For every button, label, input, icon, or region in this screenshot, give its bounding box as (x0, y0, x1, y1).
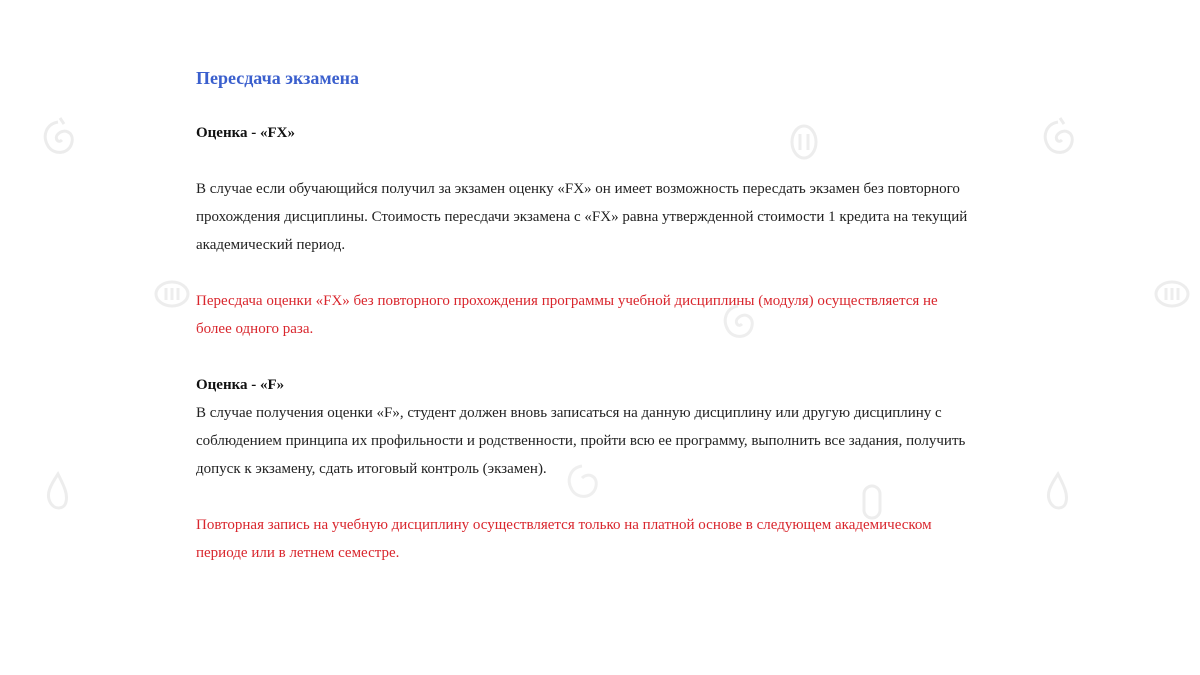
watermark-logo-icon (1150, 272, 1194, 316)
page-title: Пересдача экзамена (196, 68, 360, 88)
section-body-f: В случае получения оценки «F», студент должен вновь записаться на данную дисциплину или другую дисциплину с соблюдением принципа их профильности и родственности, пройти всю ее программу, выполнить все задания, получить допуск к экзамену, сдать итоговый контроль (экзамен). (196, 405, 966, 477)
section-body-fx: В случае если обучающийся получил за экзамен оценку «FX» он имеет возможность пересдать экзамен без повторного прохождения дисциплины. Стоимость пересдачи экзамена с «FX» равна утвержденной стоимости 1 кредита на текущий академический период. (196, 181, 968, 253)
watermark-logo-icon (36, 116, 80, 160)
section-note-fx: Пересдача оценки «FX» без повторного прохождения программы учебной дисциплины (модуля) осуществляется не более одного раза. (196, 293, 938, 337)
watermark-logo-icon (1036, 470, 1080, 514)
document-content (196, 64, 976, 567)
section-heading-f: Оценка - «F» (196, 377, 285, 393)
section-heading-fx: Оценка - «FX» (196, 125, 296, 141)
watermark-logo-icon (150, 272, 194, 316)
watermark-logo-icon (36, 470, 80, 514)
section-note-f: Повторная запись на учебную дисциплину осуществляется только на платной основе в следующем академическом периоде или в летнем семестре. (196, 517, 932, 561)
watermark-logo-icon (1036, 116, 1080, 160)
